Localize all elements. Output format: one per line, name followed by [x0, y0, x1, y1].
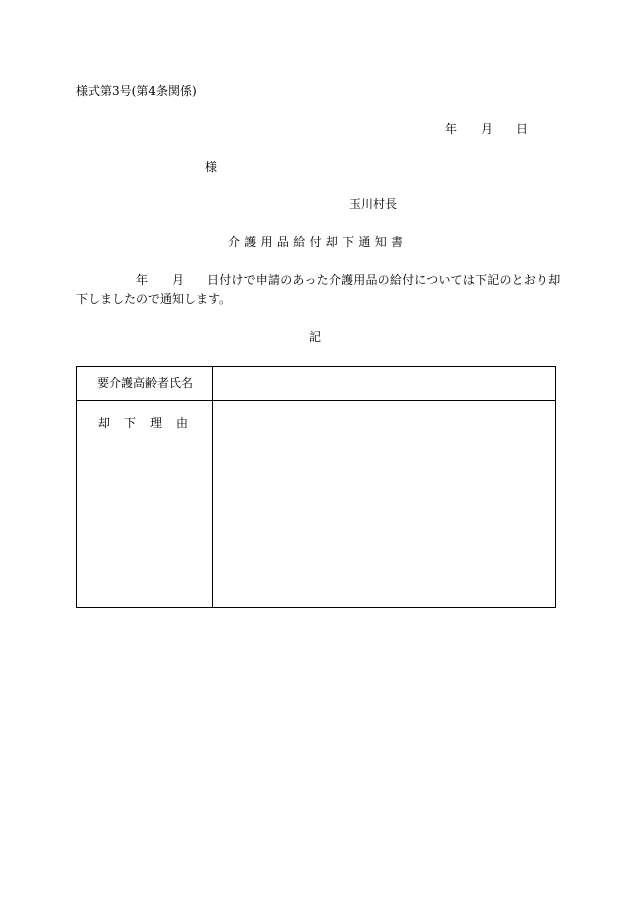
elderly-name-field[interactable]: [227, 377, 547, 393]
body-year-label: 年: [136, 273, 149, 287]
date-day-label: 日: [516, 122, 529, 136]
body-text-line-1: 日付けで申請のあった介護用品の給付については下記のとおり却: [207, 273, 561, 287]
document-title: 介護用品給付却下通知書: [228, 235, 408, 249]
addressee-honorific: 様: [205, 160, 218, 174]
table-row-divider: [77, 400, 555, 401]
date-month-label: 月: [481, 122, 494, 136]
record-table: [76, 366, 556, 608]
date-year-label: 年: [445, 122, 458, 136]
rejection-reason-field[interactable]: [227, 417, 547, 597]
issuer-name: 玉川村長: [349, 197, 398, 211]
record-heading: 記: [309, 330, 322, 344]
rejection-reason-label: 却下理由: [98, 416, 203, 430]
form-number: 様式第3号(第4条関係): [76, 84, 197, 98]
body-text-line-2: 下しましたので通知します。: [76, 292, 232, 306]
table-column-divider: [212, 367, 213, 607]
elderly-name-label: 要介護高齢者氏名: [97, 376, 194, 390]
body-month-label: 月: [172, 273, 185, 287]
